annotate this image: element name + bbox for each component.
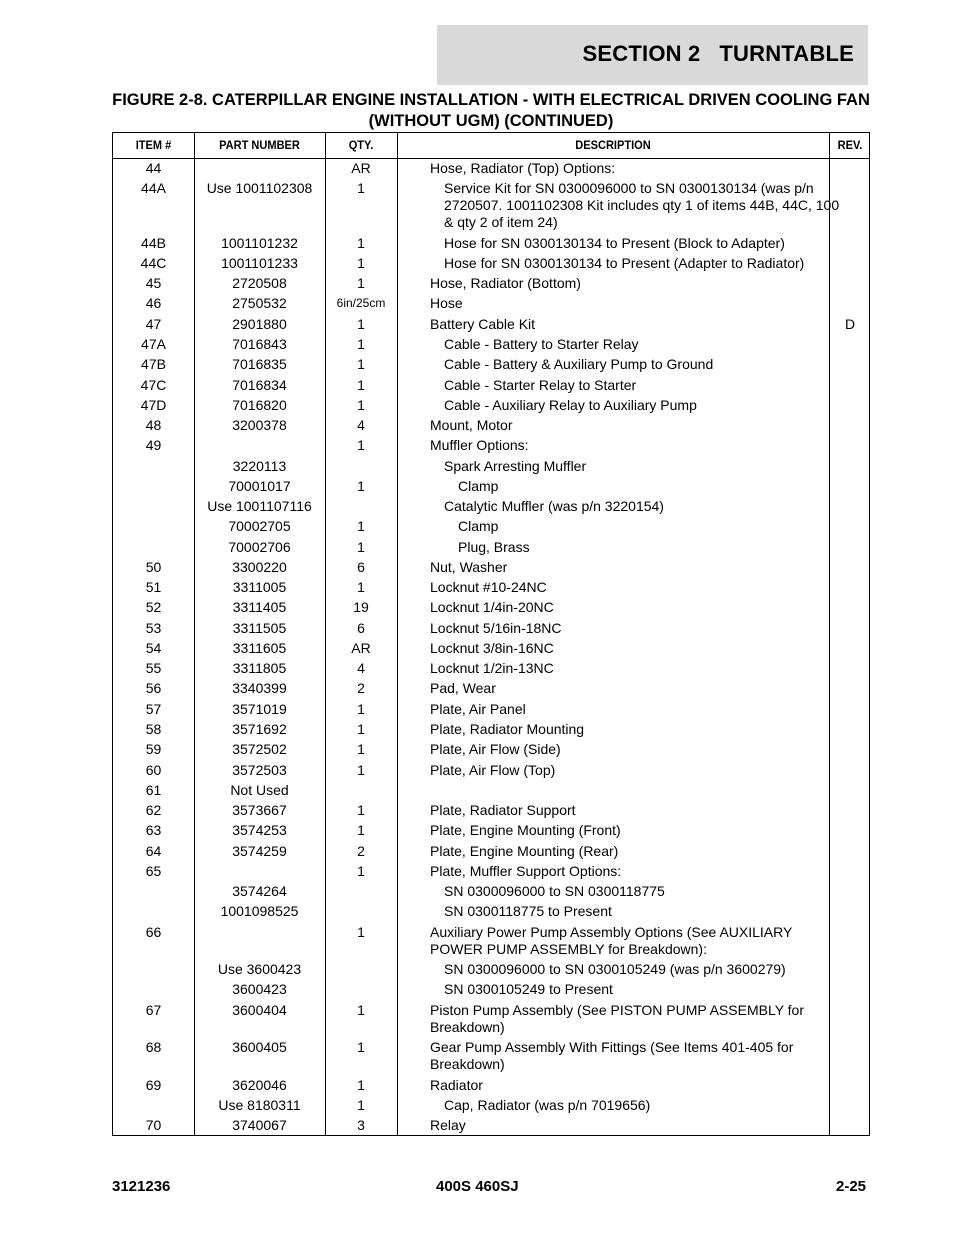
item-number: 44B [141,235,166,251]
table-row [113,981,869,1002]
table-row [113,377,869,397]
table-row [113,160,869,180]
item-number: 57 [145,701,162,717]
table-row [113,721,869,741]
quantity: 1 [357,377,365,393]
quantity: 1 [357,863,365,879]
item-number: 70 [145,1117,162,1133]
table-row [113,660,869,680]
quantity: 1 [357,721,365,737]
item-number: 50 [145,559,162,575]
table-row [113,680,869,701]
description: Mount, Motor [430,417,513,433]
header-item: ITEM # [135,138,172,152]
quantity: 1 [357,1077,365,1093]
section-title: SECTION 2 TURNTABLE [582,41,854,66]
item-number: 46 [145,295,162,311]
part-number: 3340399 [232,680,287,696]
description: Battery Cable Kit [430,316,536,332]
quantity: 1 [357,539,365,555]
description: SN 0300096000 to SN 0300118775 [444,883,665,899]
quantity: 1 [357,579,365,595]
description: Piston Pump Assembly (See PISTON PUMP ASSEMBLY for Breakdown) [430,1002,805,1035]
footer-page-number: 2-25 [836,1178,867,1195]
table-row [113,782,869,802]
item-number: 47A [141,336,166,352]
header-qty: QTY. [348,138,374,152]
description: Locknut #10-24NC [430,579,547,595]
part-number: 3574264 [232,883,287,899]
description: SN 0300105249 to Present [444,981,613,997]
parts-table [112,132,870,1136]
table-row [113,180,869,235]
item-number: 66 [145,924,162,940]
footer-model: 400S 460SJ [436,1178,519,1195]
part-number: 70002705 [228,518,291,534]
part-number: 3220113 [232,458,287,474]
table-row [113,1117,869,1137]
part-number: Use 1001107116 [207,498,312,514]
item-number: 48 [145,417,162,433]
header-part-number: PART NUMBER [219,138,300,152]
item-number: 55 [145,660,162,676]
quantity: 6 [357,620,365,636]
item-number: 51 [145,579,162,595]
part-number: 3572503 [232,762,287,778]
part-number: 2750532 [232,295,287,311]
table-row [113,559,869,579]
part-number: 3200378 [232,417,287,433]
revision: D [844,316,856,332]
description: Spark Arresting Muffler [444,458,587,474]
part-number: 3600405 [232,1039,287,1055]
part-number: 3311805 [232,660,287,676]
table-row [113,336,869,356]
table-row [113,437,869,458]
header-rev: REV. [837,138,863,152]
quantity: 1 [357,397,365,413]
part-number: 70001017 [228,478,291,494]
table-row [113,397,869,417]
description: Hose for SN 0300130134 to Present (Adapter to Radiator) [444,255,805,271]
part-number: 1001098525 [220,903,299,919]
section-header [437,25,868,85]
table-row [113,1002,869,1039]
item-number: 61 [145,782,162,798]
table-row [113,458,869,478]
item-number: 45 [145,275,162,291]
part-number: 3311505 [232,620,287,636]
description: Gear Pump Assembly With Fittings (See Items 401-405 for Breakdown) [430,1039,794,1072]
part-number: 7016843 [232,336,287,352]
quantity: 1 [357,741,365,757]
part-number: 3300220 [232,559,287,575]
item-number: 44C [140,255,167,271]
part-number: 3311605 [232,640,287,656]
quantity: 1 [357,336,365,352]
item-number: 47B [141,356,166,372]
table-row [113,478,869,498]
part-number: 2901880 [232,316,287,332]
description: Cable - Battery to Starter Relay [444,336,639,352]
description: Locknut 3/8in-16NC [430,640,554,656]
item-number: 58 [145,721,162,737]
part-number: 3740067 [232,1117,287,1133]
item-number: 59 [145,741,162,757]
table-row [113,518,869,539]
part-number: 70002706 [228,539,291,555]
item-number: 49 [145,437,162,453]
footer-document-number: 3121236 [112,1178,171,1195]
quantity: 3 [357,1117,365,1133]
part-number: 3311005 [232,579,287,595]
description: Hose, Radiator (Bottom) [430,275,581,291]
part-number: 2720508 [232,275,287,291]
quantity: 1 [357,437,365,453]
table-row [113,1077,869,1097]
table-body [113,160,869,1137]
part-number: 3571692 [232,721,287,737]
part-number: 3574259 [232,843,287,859]
item-number: 56 [145,680,162,696]
part-number: 3572502 [232,741,287,757]
part-number: 3600404 [232,1002,287,1018]
table-row [113,356,869,377]
description: Clamp [458,518,499,534]
part-number: 3571019 [232,701,287,717]
part-number: 7016820 [232,397,287,413]
part-number: 3600423 [232,981,287,997]
description: Cable - Auxiliary Relay to Auxiliary Pump [444,397,697,413]
table-row [113,741,869,762]
part-number: Not Used [230,782,289,798]
part-number: 1001101232 [221,235,298,251]
description: Clamp [458,478,499,494]
table-row [113,762,869,782]
item-number: 67 [145,1002,162,1018]
quantity: 1 [357,180,365,196]
quantity: 1 [357,478,365,494]
description: Nut, Washer [430,559,508,575]
item-number: 65 [145,863,162,879]
description: Cable - Starter Relay to Starter [444,377,637,393]
quantity: 2 [357,680,365,696]
table-row [113,903,869,924]
quantity: 1 [357,275,365,291]
quantity: 1 [357,356,365,372]
quantity: 4 [357,417,365,433]
part-number: 7016834 [232,377,287,393]
table-row [113,1097,869,1117]
item-number: 47C [140,377,167,393]
table-row [113,579,869,599]
description: Cable - Battery & Auxiliary Pump to Ground [444,356,714,372]
item-number: 44 [145,160,162,176]
item-number: 64 [145,843,162,859]
table-row [113,316,869,336]
quantity: 1 [357,822,365,838]
quantity: AR [351,640,371,656]
table-row [113,883,869,903]
quantity: AR [351,160,371,176]
part-number: Use 8180311 [218,1097,301,1113]
item-number: 47 [145,316,162,332]
item-number: 53 [145,620,162,636]
table-row [113,863,869,883]
item-number: 63 [145,822,162,838]
header-description: DESCRIPTION [575,138,651,152]
table-row [113,235,869,255]
part-number: 1001101233 [221,255,298,271]
item-number: 52 [145,599,162,615]
quantity: 1 [357,701,365,717]
description: Radiator [430,1077,483,1093]
table-row [113,640,869,660]
description: Plate, Air Panel [430,701,526,717]
description: SN 0300118775 to Present [444,903,612,919]
item-number: 69 [145,1077,162,1093]
quantity: 19 [353,599,369,615]
table-row [113,620,869,640]
table-row [113,701,869,721]
quantity: 1 [357,518,365,534]
quantity: 1 [357,1039,365,1055]
description: Pad, Wear [430,680,496,696]
table-row [113,539,869,559]
item-number: 54 [145,640,162,656]
description: Catalytic Muffler (was p/n 3220154) [444,498,664,514]
item-number: 62 [145,802,162,818]
table-row [113,802,869,822]
description: SN 0300096000 to SN 0300105249 (was p/n 3600279) [444,961,786,977]
part-number: Use 1001102308 [206,180,313,196]
description: Plate, Muffler Support Options: [430,863,622,879]
quantity: 1 [357,255,365,271]
description: Plate, Air Flow (Side) [430,741,561,757]
quantity: 2 [357,843,365,859]
description: Locknut 1/4in-20NC [430,599,554,615]
description: Cap, Radiator (was p/n 7019656) [444,1097,651,1113]
part-number: 3311405 [232,599,287,615]
table-row [113,1039,869,1077]
description: Auxiliary Power Pump Assembly Options (See AUXILIARY POWER PUMP ASSEMBLY for Breakdown): [430,924,793,957]
quantity: 1 [357,802,365,818]
quantity: 1 [357,924,365,940]
quantity: 1 [357,1097,365,1113]
quantity: 1 [357,1002,365,1018]
quantity: 1 [357,762,365,778]
table-row [113,843,869,863]
quantity: 6 [357,559,365,575]
description: Relay [430,1117,466,1133]
part-number: Use 3600423 [217,961,302,977]
description: Plug, Brass [458,539,530,555]
part-number: 3574253 [232,822,287,838]
part-number: 3620046 [232,1077,287,1093]
quantity: 6in/25cm [336,296,386,310]
table-row [113,255,869,275]
header-divider [113,158,869,159]
item-number: 47D [140,397,167,413]
table-row [113,498,869,518]
description: Hose for SN 0300130134 to Present (Block to Adapter) [444,235,785,251]
quantity: 4 [357,660,365,676]
table-row [113,961,869,981]
table-row [113,924,869,961]
description: Hose, Radiator (Top) Options: [430,160,616,176]
description: Locknut 1/2in-13NC [430,660,554,676]
description: Plate, Engine Mounting (Front) [430,822,621,838]
description: Locknut 5/16in-18NC [430,620,562,636]
description: Hose [430,295,463,311]
item-number: 44A [141,180,166,196]
figure-title: FIGURE 2-8. CATERPILLAR ENGINE INSTALLATION - WITH ELECTRICAL DRIVEN COOLING FAN (WITHOUT UGM) (CONTINUED) [112,91,870,130]
quantity: 1 [357,316,365,332]
table-row [113,275,869,295]
table-row [113,599,869,620]
item-number: 68 [145,1039,162,1055]
description: Plate, Radiator Support [430,802,576,818]
description: Muffler Options: [430,437,529,453]
description: Plate, Radiator Mounting [430,721,585,737]
table-row [113,295,869,316]
description: Service Kit for SN 0300096000 to SN 0300130134 (was p/n 2720507. 1001102308 Kit includes qty 1 of items 44B, 44C, 100 & qty 2 of item 24) [444,180,840,230]
quantity: 1 [357,235,365,251]
item-number: 60 [145,762,162,778]
part-number: 3573667 [232,802,287,818]
description: Plate, Engine Mounting (Rear) [430,843,619,859]
table-row [113,417,869,437]
table-row [113,822,869,843]
description: Plate, Air Flow (Top) [430,762,556,778]
part-number: 7016835 [232,356,287,372]
